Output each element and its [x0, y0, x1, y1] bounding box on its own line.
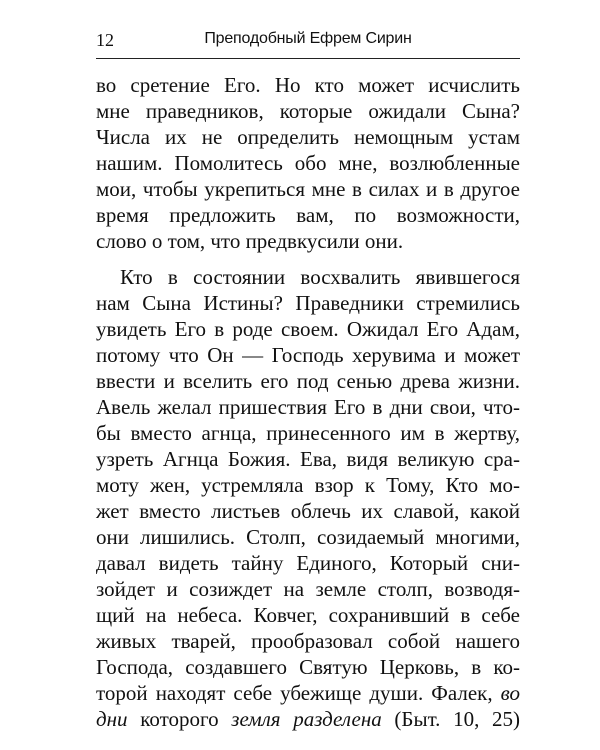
body-text — [96, 72, 520, 732]
text-line: ввести и вселить его под сенью древа жизни. — [96, 369, 520, 393]
text-line: слово о том, что предвкусили они. — [96, 229, 404, 253]
text-line: узреть Агнца Божия. Ева, видя великую сра- — [96, 447, 520, 471]
text-line: нашим. Помолитесь обо мне, возлюбленные — [96, 151, 520, 175]
text-line: Числа их не определить немощным устам — [96, 125, 520, 149]
text-line: зойдет и созиждет на земле столп, возводя- — [96, 577, 520, 601]
text-line: Кто в состоянии восхвалить явившегося — [120, 265, 520, 289]
text-line: они лишились. Столп, созидаемый многими, — [96, 525, 520, 549]
text-line: Авель желал пришествия Его в дни свои, что- — [96, 395, 520, 419]
text-line-with-italic — [96, 680, 520, 706]
header-rule — [96, 58, 520, 59]
text-line: время предложить вам, по возможности, — [96, 203, 520, 227]
text-line: мои, чтобы укрепиться мне в силах и в другое — [96, 177, 520, 201]
text-line-with-italic — [96, 706, 520, 732]
text-line: нам Сына Истины? Праведники стремились — [96, 291, 520, 315]
paragraph-2 — [96, 264, 520, 732]
text-line: моту жен, устремляла взор к Тому, Кто мо- — [96, 473, 520, 497]
text-line: мне праведников, которые ожидали Сына? — [96, 99, 520, 123]
text-line: жет вместо листьев облечь их славой, какой — [96, 499, 520, 523]
text-run: торой находят себе убежище души. Фалек, — [96, 681, 493, 705]
bible-reference: (Быт. 10, 25) — [394, 707, 521, 731]
text-line: Господа, создавшего Святую Церковь, в ко- — [96, 655, 520, 679]
text-line: во сретение Его. Но кто может исчислить — [96, 73, 520, 97]
italic-text: во — [500, 681, 521, 705]
page-number: 12 — [96, 30, 114, 50]
running-title: Преподобный Ефрем Сирин — [204, 30, 412, 47]
text-line: щий на небеса. Ковчег, сохранивший в себе — [96, 603, 520, 627]
text-line: потому что Он — Господь херувима и может — [96, 343, 520, 367]
italic-text: земля разделена — [231, 707, 382, 731]
page-header — [96, 30, 520, 54]
paragraph-gap — [96, 254, 520, 264]
text-line: живых тварей, прообразовал собой нашего — [96, 629, 520, 653]
paragraph-1 — [96, 72, 520, 254]
text-line: увидеть Его в роде своем. Ожидал Его Адам, — [96, 317, 520, 341]
text-line: бы вместо агнца, принесенного им в жертву, — [96, 421, 520, 445]
italic-text: дни — [96, 707, 128, 731]
text-run: которого — [140, 707, 219, 731]
text-line: давал видеть тайну Единого, Который сни- — [96, 551, 520, 575]
